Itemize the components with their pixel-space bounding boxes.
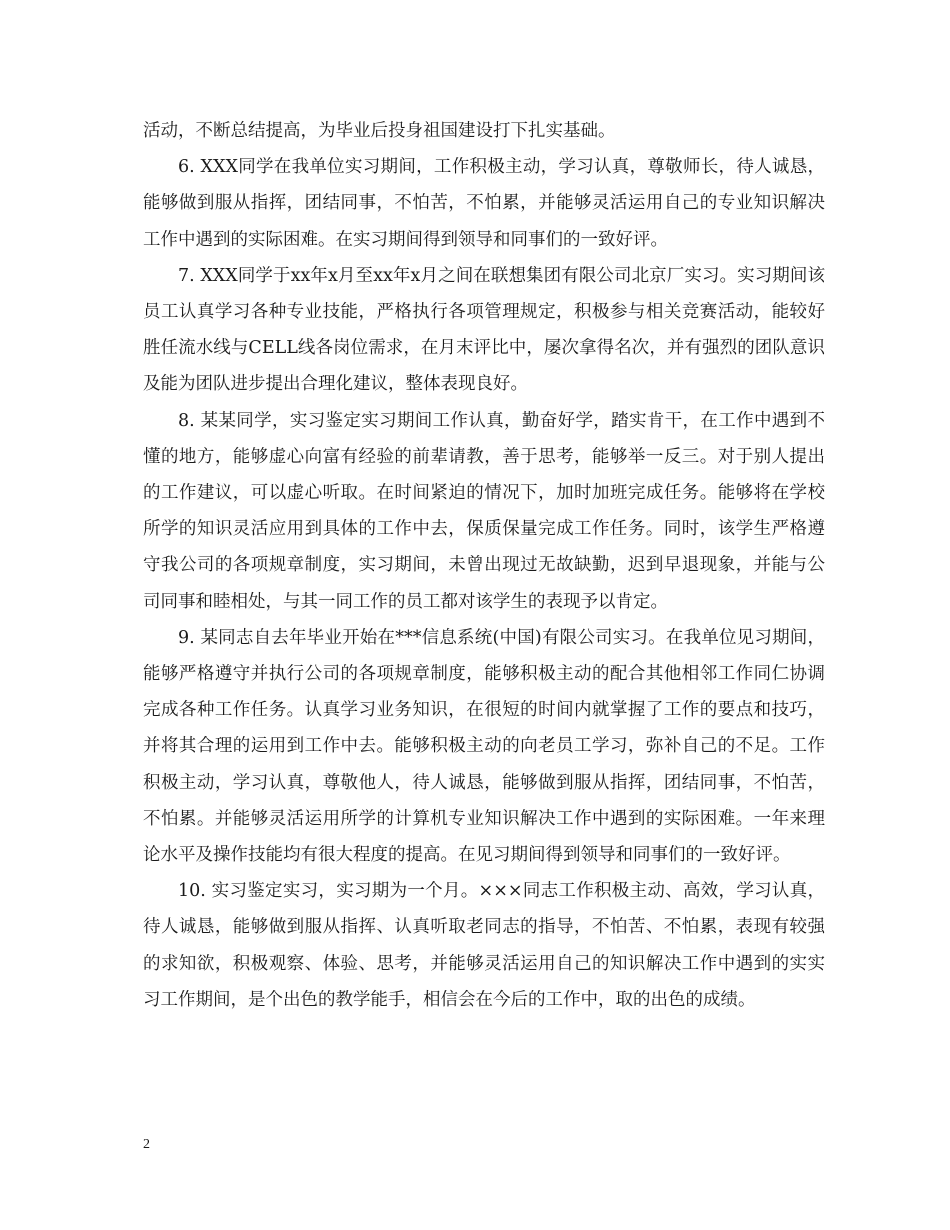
page-number: 2 bbox=[143, 1137, 150, 1152]
paragraph-item-8: 8. 某某同学，实习鉴定实习期间工作认真，勤奋好学，踏实肯干，在工作中遇到不懂的地方，能够虚心向富有经验的前辈请教，善于思考，能够举一反三。对于别人提出的工作建议，可以虚心听取。在时间紧迫的情况下，加时加班完成任务。能够将在学校所学的知识灵活应用到具体的工作中去，保质保量完成工作任务。同时，该学生严格遵守我公司的各项规章制度，实习期间，未曾出现过无故缺勤，迟到早退现象，并能与公司同事和睦相处，与其一同工作的员工都对该学生的表现予以肯定。 bbox=[143, 410, 825, 612]
paragraph-item-10: 10. 实习鉴定实习，实习期为一个月。×××同志工作积极主动、高效，学习认真，待人诚恳，能够做到服从指挥、认真听取老同志的指导，不怕苦、不怕累，表现有较强的求知欲，积极观察、体验、思考，并能够灵活运用自己的知识解决工作中遇到的实实习工作期间，是个出色的教学能手，相信会在今后的工作中，取的出色的成绩。 bbox=[143, 881, 825, 1010]
paragraph-continuation: 活动，不断总结提高，为毕业后投身祖国建设打下扎实基础。 bbox=[143, 121, 616, 141]
document-body bbox=[143, 113, 825, 1018]
paragraph-item-7: 7. XXX同学于xx年x月至xx年x月之间在联想集团有限公司北京厂实习。实习期间该员工认真学习各种专业技能，严格执行各项管理规定，积极参与相关竞赛活动，能较好胜任流水线与CELL线各岗位需求，在月末评比中，屡次拿得名次，并有强烈的团队意识及能为团队进步提出合理化建议，整体表现良好。 bbox=[143, 265, 825, 395]
paragraph-item-6: 6. XXX同学在我单位实习期间，工作积极主动，学习认真，尊敬师长，待人诚恳，能够做到服从指挥，团结同事，不怕苦，不怕累，并能够灵活运用自己的专业知识解决工作中遇到的实际困难。在实习期间得到领导和同事们的一致好评。 bbox=[143, 157, 825, 250]
paragraph-item-9: 9. 某同志自去年毕业开始在***信息系统(中国)有限公司实习。在我单位见习期间，能够严格遵守并执行公司的各项规章制度，能够积极主动的配合其他相邻工作同仁协调完成各种工作任务。认真学习业务知识，在很短的时间内就掌握了工作的要点和技巧，并将其合理的运用到工作中去。能够积极主动的向老员工学习，弥补自己的不足。工作积极主动，学习认真，尊敬他人，待人诚恳，能够做到服从指挥，团结同事，不怕苦，不怕累。并能够灵活运用所学的计算机专业知识解决工作中遇到的实际困难。一年来理论水平及操作技能均有很大程度的提高。在见习期间得到领导和同事们的一致好评。 bbox=[143, 627, 825, 866]
